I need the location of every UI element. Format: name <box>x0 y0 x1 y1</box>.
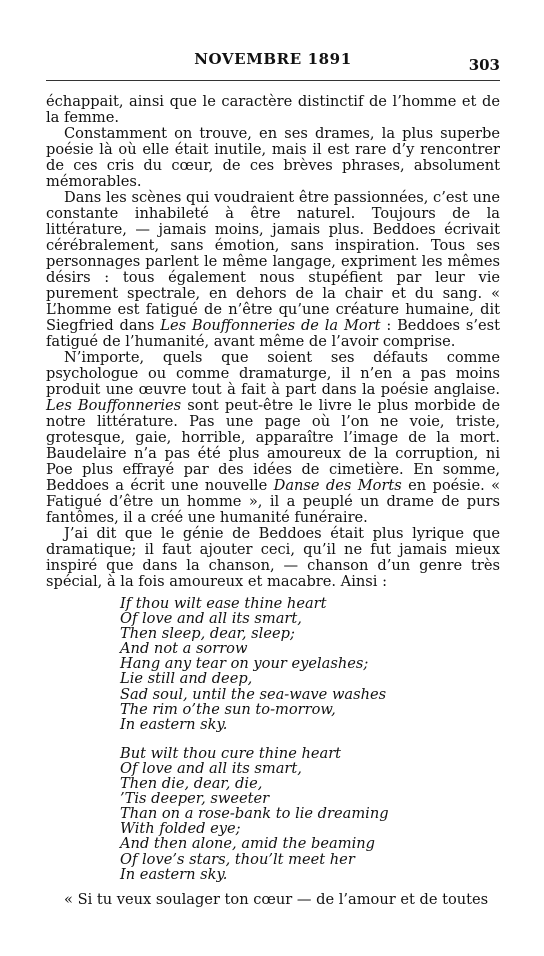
page-number: 303 <box>468 56 500 74</box>
verse-line: In eastern sky. <box>120 715 228 733</box>
verse-line: And not a sorrow <box>120 640 248 658</box>
paragraph-5 <box>46 526 500 590</box>
header-rule <box>46 80 500 81</box>
verse-line: With folded eye; <box>120 820 241 838</box>
paragraph-2 <box>46 126 500 190</box>
stanza-2 <box>120 746 500 882</box>
verse-line: In eastern sky. <box>120 865 228 883</box>
verse-line: If thou wilt ease thine heart <box>120 595 327 612</box>
paragraph-3 <box>46 190 500 350</box>
paragraph-text: sont peut-être le livre le plus morbide de notre littérature. Pas une page où l’on ne voie, triste, grotesque, gaie, horrible, apparaître l’image de la mort. Baudelaire n’a pas été plus amoureux de la corruption, ni Poe plus effrayé par des idées de cimetière. En somme, Beddoes a écrit une nouvelle <box>46 397 500 494</box>
work-title: Danse des Morts <box>273 477 402 494</box>
verse-line: Then die, dear, die, <box>120 775 263 793</box>
verse-line: Hang any tear on your eyelashes; <box>120 655 369 673</box>
paragraph-text: Dans les scènes qui voudraient être passionnées, c’est une constante inhabileté à être naturel. Toujours de la littérature, — jamais moins, jamais plus. Beddoes écrivait cérébralement, sans émotion, sans inspiration. Tous ses personnages parlent le même langage, expriment les mêmes désirs : tous également nous stupéfient par leur vie purement spectrale, en dehors de la chair et du sang. « L’homme est fatigué de n’être qu’une créature humaine, dit Siegfried dans <box>46 189 500 334</box>
paragraph-1 <box>46 94 500 126</box>
paragraph-4 <box>46 350 500 526</box>
verse-line: ’Tis deeper, sweeter <box>120 790 270 808</box>
running-title: NOVEMBRE 1891 <box>194 50 352 68</box>
closing-line <box>46 892 500 908</box>
paragraph-text: « Si tu veux soulager ton cœur — de l’amour et de toutes <box>64 890 489 908</box>
verse-line: The rim o’the sun to-morrow, <box>120 700 336 718</box>
verse-line: And then alone, amid the beaming <box>120 835 375 853</box>
page-header <box>46 50 500 76</box>
verse-line: Of love’s stars, thou’lt meet her <box>120 850 355 868</box>
stanza-1 <box>120 596 500 732</box>
verse-line: Lie still and deep, <box>120 670 253 688</box>
verse-line: Then sleep, dear, sleep; <box>120 625 295 643</box>
page-body <box>46 94 500 908</box>
verse-line: Of love and all its smart, <box>120 610 302 628</box>
paragraph-text: : Beddoes s’est fatigué de l’humanité, avant même de l’avoir comprise. <box>46 317 500 350</box>
paragraph-text: J’ai dit que le génie de Beddoes était plus lyrique que dramatique; il faut ajouter ceci, qu’il ne fut jamais mieux inspiré que dans la chanson, — chanson d’un genre très spécial, à la fois amoureux et macabre. Ainsi : <box>46 525 500 590</box>
verse-line: But wilt thou cure thine heart <box>120 744 342 762</box>
paragraph-text: échappait, ainsi que le caractère distinctif de l’homme et de la femme. <box>46 93 500 126</box>
poem <box>120 596 500 882</box>
paragraph-text: en poésie. « Fatigué d’être un homme », il a peuplé un drame de purs fantômes, il a créé une humanité funéraire. <box>46 477 501 526</box>
book-title: Les Bouffonneries <box>46 397 182 414</box>
verse-line: Sad soul, until the sea-wave washes <box>120 685 387 703</box>
paragraph-text: Constamment on trouve, en ses drames, la plus superbe poésie là où elle était inutile, mais il est rare d’y rencontrer de ces cris du cœur, de ces brèves phrases, absolument mémorables. <box>46 125 500 190</box>
verse-line: Of love and all its smart, <box>120 759 302 777</box>
paragraph-text: N’importe, quels que soient ses défauts comme psychologue ou comme dramaturge, il n’en a pas moins produit une œuvre tout à fait à part dans la poésie anglaise. <box>46 349 500 398</box>
verse-line: Than on a rose-bank to lie dreaming <box>120 805 389 823</box>
book-title: Les Bouffonneries de la Mort <box>160 317 381 334</box>
